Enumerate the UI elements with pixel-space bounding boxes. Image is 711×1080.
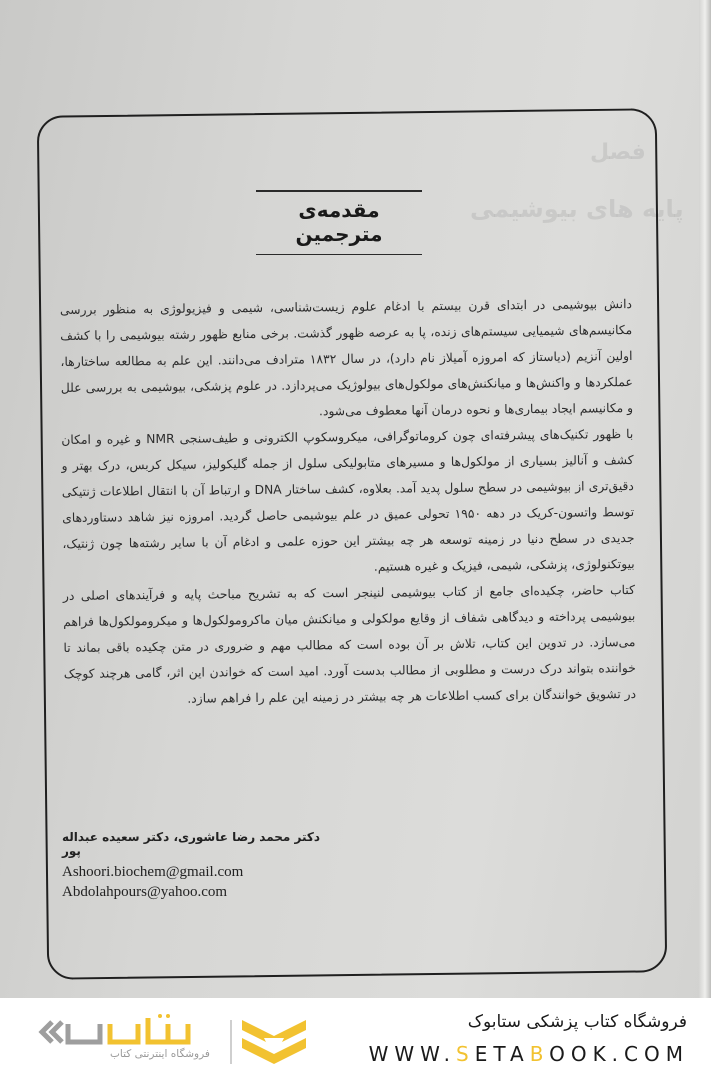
bleed-through-heading-text: پایه های بیوشیمی bbox=[470, 195, 684, 223]
setabook-logo[interactable] bbox=[38, 1012, 278, 1068]
chevron-emblem-icon bbox=[240, 1016, 308, 1068]
email-address: Ashoori.biochem@gmail.com bbox=[62, 864, 244, 880]
page-edge bbox=[699, 0, 711, 998]
title-rule-bottom bbox=[256, 254, 422, 256]
logo-wordmark bbox=[38, 1012, 223, 1052]
preface-body bbox=[60, 291, 636, 713]
url-middle: ETA bbox=[474, 1042, 530, 1066]
url-suffix: OOK.COM bbox=[549, 1042, 689, 1066]
url-accent-s: S bbox=[456, 1042, 475, 1066]
paragraph: دانش بیوشیمی در ابتدای قرن بیستم با ادغام علوم زیست‌شناسی، شیمی و فیزیولوژی به منظور بررسی مکانیسم‌های شیمیایی سیستم‌های زنده، پا به عرصه ظهور گذشت. برخی منابع ظهور رشته بیوشیمی را با کشف اولین آنزیم (دیاستاز که امروزه آمیلاز نام دارد)، در سال ۱۸۳۲ مترادف می‌دانند. این علم به مطالعه ساختارها، عملکردها و واکنش‌ها و میانکنش‌های مولکول‌های بیولوژیک می‌پردازد. در علوم پزشکی، بیوشیمی به بررسی علل و مکانیسم ایجاد بیماری‌ها و نحوه درمان آنها معطوف می‌شود. bbox=[59, 297, 634, 419]
page-title: مقدمه‌ی مترجمین bbox=[295, 197, 383, 246]
url-prefix: WWW. bbox=[368, 1042, 457, 1066]
store-name: فروشگاه کتاب پزشکی ستابوک bbox=[467, 1012, 687, 1032]
footer-banner bbox=[0, 998, 711, 1080]
signature-block bbox=[62, 830, 322, 902]
paragraph: کتاب حاضر، چکیده‌ای جامع از کتاب بیوشیمی لنینجر است که به تشریح مباحث پایه و فرآیندهای اصلی در بیوشیمی پرداخته و دیدگاهی شفاف از وقایع مولکولی و میانکنش میان ماکرومولکول‌ها و میکرومولکول‌ها فراهم می‌سازد. در تدوین این کتاب، تلاش بر آن بوده است که مطالب مهم و ضروری در متن چکیده باقی بماند تا خواننده بتواند درک درست و مطلوبی از مطالب بدست آورد. امید است که خواندن این اثر، گامی هرچند کوچک در تشویق خوانندگان برای کسب اطلاعات هر چه بیشتر در زمینه این علم را فراهم سازد. bbox=[62, 583, 637, 706]
title-block bbox=[258, 190, 420, 255]
url-accent-b: B bbox=[529, 1042, 550, 1066]
translator-names: دکتر محمد رضا عاشوری، دکتر سعیده عبداله پور bbox=[62, 830, 321, 858]
bleed-through-chapter-text: فصل bbox=[590, 140, 646, 165]
store-url-link[interactable] bbox=[369, 1042, 689, 1066]
paragraph: با ظهور تکنیک‌های پیشرفته‌ای چون کروماتوگرافی، میکروسکوپ الکترونی و طیف‌سنجی NMR و غیره و امکان کشف و آنالیز بسیاری از مولکول‌ها و مسیرهای متابولیکی سلول از جمله گلیکولیز، سیکل کربس، درک بهتر و دقیق‌تری از بیوشیمی در سطح سلول پدید آمد. بعلاوه، کشف ساختار DNA و ارتباط آن با انتقال اطلاعات ژنتیکی توسط واتسون-کریک در دهه ۱۹۵۰ تحولی عمیق در علم بیوشیمی حاصل گردید. امروزه نیز شاهد دستاوردهای جدیدی در سطح دنیا در زمینه توسعه هر چه بیشتر این حوزه علمی و ادغام آن با سایر رشته‌ها چون ژنتیک، بیوتکنولوژی، پزشکی، شیمی، فیزیک و غیره هستیم. bbox=[61, 427, 635, 574]
logo-tagline: فروشگاه اینترنتی کتاب bbox=[110, 1048, 210, 1060]
logo-divider bbox=[230, 1020, 232, 1064]
email-address: Abdolahpours@yahoo.com bbox=[62, 884, 228, 900]
logo-wordmark-icon bbox=[38, 1012, 223, 1052]
